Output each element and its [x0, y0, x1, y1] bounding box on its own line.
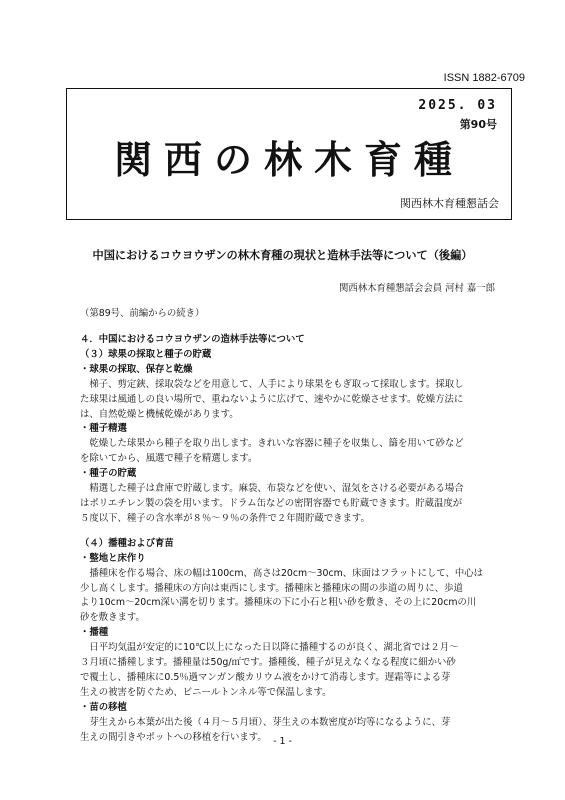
subsection-heading: （３）球果の採取と種子の貯蔵 [80, 348, 212, 360]
subsection-heading: （４）播種および育苗 [80, 537, 174, 549]
paragraph-line: 乾燥した球果から種子を取り出します。きれいな容器に種子を収集し、篩を用いて砂など [89, 438, 464, 450]
paragraph-line: 生えの間引きやポットへの移植を行います。 [80, 731, 267, 743]
journal-title: 関西の林木育種 [113, 137, 464, 182]
continuation-note: （第89号、前編からの続き） [80, 308, 205, 319]
paragraph-line: で覆土し、播種床に0.5％過マンガン酸カリウム液をかけて消毒します。遅霜等による芽 [80, 671, 451, 683]
page-number: - 1 - [273, 736, 292, 747]
masthead-box [66, 88, 512, 220]
paragraph-line: 生えの被害を防ぐため、ビニールトンネル等で保温します。 [80, 686, 332, 698]
paragraph-line: 日平均気温が安定的に10℃以上になった日以降に播種するのが良く、湖北省では２月～ [89, 642, 459, 654]
topic-heading: ・球果の採取、保存と乾燥 [80, 363, 193, 375]
article-title: 中国におけるコウヨウザンの林木育種の現状と造林手法等について（後編） [92, 249, 473, 262]
paragraph-line: はポリエチレン製の袋を用います。ドラム缶などの密閉容器でも貯蔵できます。貯蔵温度が [80, 497, 463, 509]
topic-heading: ・播種 [80, 627, 109, 639]
paragraph-line: 播種床を作る場合、床の幅は100cm、高さは20cm～30cm、床面はフラットにして、中心は [89, 567, 484, 579]
issue-date: 2025. 03 [418, 98, 497, 113]
paragraph-line: 少し高くします。播種床の方向は東西にします。播種床と播種床の間の歩道の周りに、歩道 [80, 582, 463, 594]
issue-number: 第90号 [459, 118, 497, 131]
article-body [80, 333, 495, 745]
paragraph-line: 砂を敷きます。 [80, 612, 145, 624]
paragraph-line: た球果は風通しの良い場所で、重ねないように広げて、速やかに乾燥させます。乾燥方法に [80, 393, 464, 405]
paragraph-line: は、自然乾燥と機械乾燥があります。 [80, 408, 239, 420]
article-author: 関西林木育種懇話会会員 河村 嘉一郎 [339, 283, 495, 294]
paragraph-line: より10cm～20cm深い溝を切ります。播種床の下に小石と粗い砂を敷き、その上に20cmの川 [80, 597, 477, 609]
spacer [80, 527, 495, 537]
topic-heading: ・種子の貯蔵 [80, 468, 137, 480]
section-heading: ４．中国におけるコウヨウザンの造林手法等について [80, 334, 305, 345]
topic-heading: ・苗の移植 [80, 701, 127, 713]
issn-number: ISSN 1882-6709 [443, 72, 525, 84]
organization-name: 関西林木育種懇話会 [400, 197, 499, 210]
paragraph-line: ５度以下、種子の含水率が８％～９％の条件で２年間貯蔵できます。 [80, 512, 370, 524]
topic-heading: ・整地と床作り [80, 552, 146, 564]
paragraph-line: を除いてから、風選で種子を精選します。 [80, 453, 258, 465]
paragraph-line: 芽生えから本葉が出た後（４月～５月頃）、芽生えの本数密度が均等になるように、芽 [89, 716, 451, 728]
paragraph-line: 精選した種子は倉庫で貯蔵します。麻袋、布袋などを使い、湿気をさける必要がある場合 [89, 483, 464, 495]
topic-heading: ・種子精選 [80, 423, 127, 435]
paragraph-line: 梯子、剪定鋏、採取袋などを用意して、人手により球果をもぎ取って採取します。採取し [89, 378, 464, 390]
paragraph-line: ３月頃に播種します。播種量は50g/㎡です。播種後、種子が見えなくなる程度に細かい砂 [80, 657, 456, 669]
